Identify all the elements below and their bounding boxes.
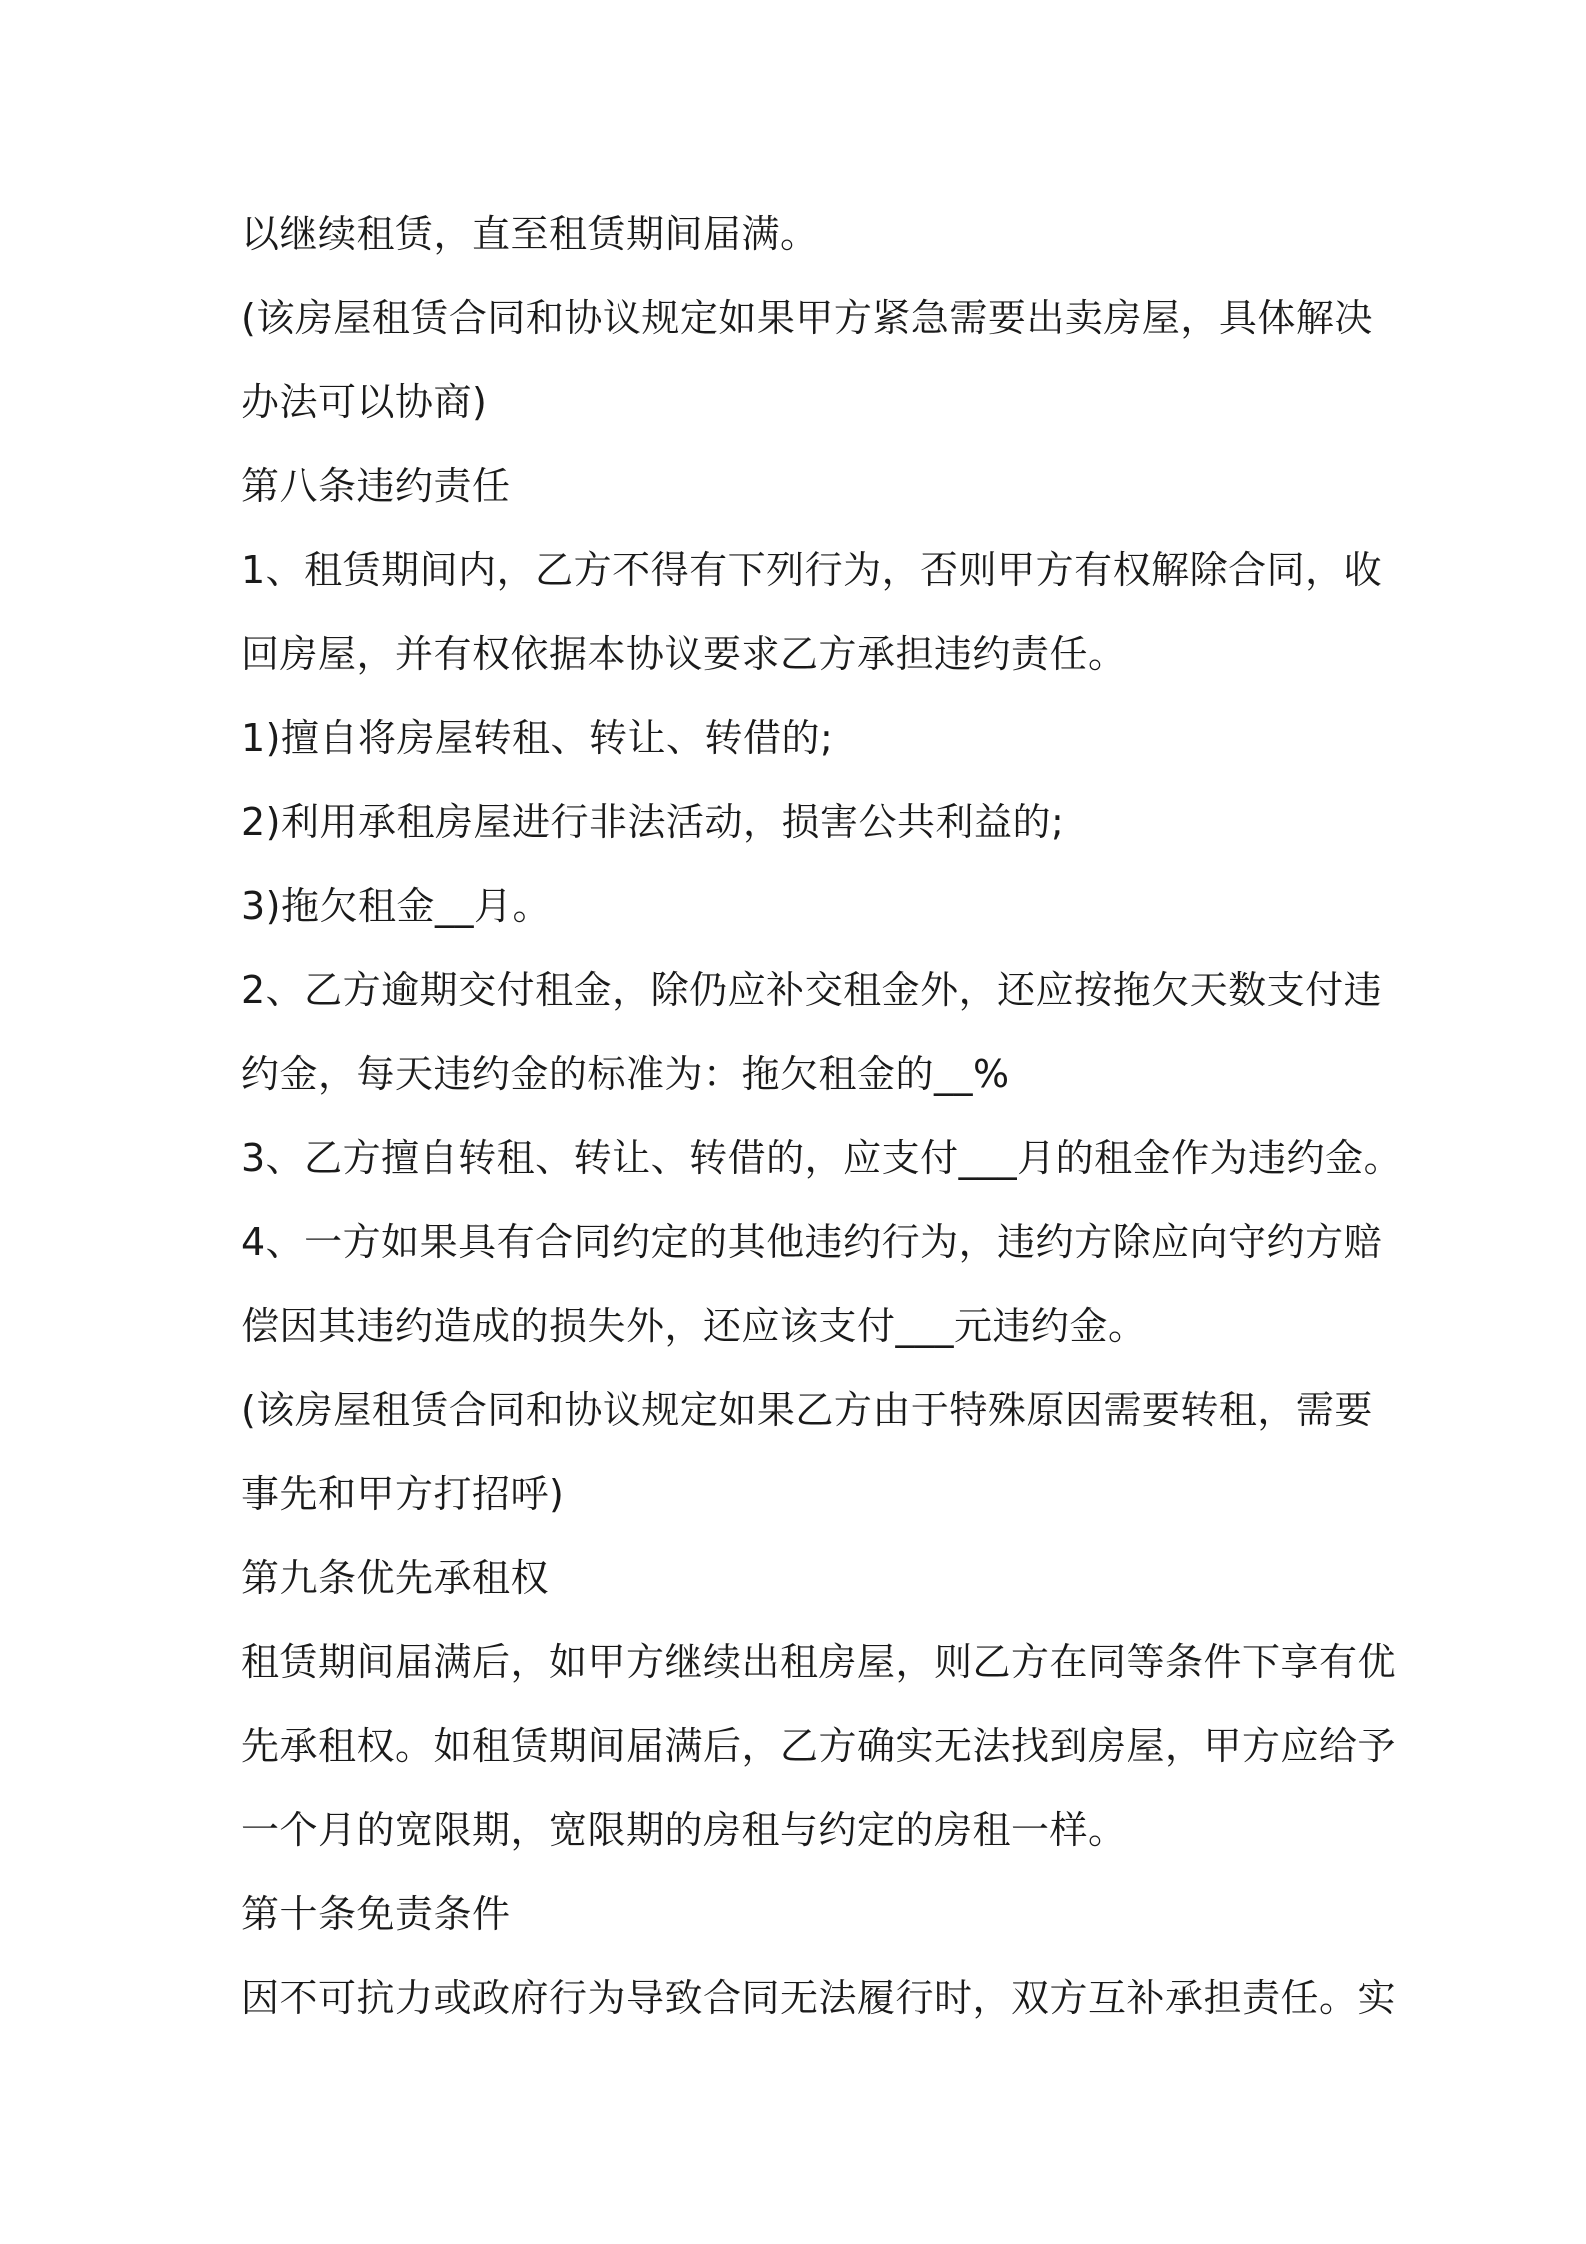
text-line: 3)拖欠租金__月。	[241, 884, 552, 928]
text-line: 回房屋，并有权依据本协议要求乙方承担违约责任。	[241, 632, 1127, 676]
section-heading: 第十条免责条件	[241, 1892, 511, 1936]
text-line: (该房屋租赁合同和协议规定如果乙方由于特殊原因需要转租，需要	[241, 1388, 1373, 1432]
text-line: (该房屋租赁合同和协议规定如果甲方紧急需要出卖房屋，具体解决	[241, 296, 1373, 340]
text-line: 2)利用承租房屋进行非法活动，损害公共利益的;	[241, 800, 1065, 844]
text-line: 先承租权。如租赁期间届满后，乙方确实无法找到房屋，甲方应给予	[241, 1724, 1397, 1768]
text-line: 1)擅自将房屋转租、转让、转借的;	[241, 716, 834, 760]
text-line: 办法可以协商)	[241, 380, 488, 424]
text-line: 因不可抗力或政府行为导致合同无法履行时，双方互补承担责任。实	[241, 1976, 1397, 2020]
section-heading: 第九条优先承租权	[241, 1556, 550, 1600]
text-line: 事先和甲方打招呼)	[241, 1472, 565, 1516]
text-line: 1、租赁期间内，乙方不得有下列行为，否则甲方有权解除合同，收	[241, 548, 1383, 592]
contract-body-text	[241, 192, 1403, 2040]
text-line: 偿因其违约造成的损失外，还应该支付___元违约金。	[241, 1304, 1147, 1348]
text-line: 4、一方如果具有合同约定的其他违约行为，违约方除应向守约方赔	[241, 1220, 1383, 1264]
text-line: 3、乙方擅自转租、转让、转借的，应支付___月的租金作为违约金。	[241, 1136, 1403, 1180]
text-line: 一个月的宽限期，宽限期的房租与约定的房租一样。	[241, 1808, 1127, 1852]
text-line: 2、乙方逾期交付租金，除仍应补交租金外，还应按拖欠天数支付违	[241, 968, 1383, 1012]
section-heading: 第八条违约责任	[241, 464, 511, 508]
text-line: 约金，每天违约金的标准为：拖欠租金的__%	[241, 1052, 1010, 1096]
text-line: 租赁期间届满后，如甲方继续出租房屋，则乙方在同等条件下享有优	[241, 1640, 1397, 1684]
text-line: 以继续租赁，直至租赁期间届满。	[241, 212, 819, 256]
